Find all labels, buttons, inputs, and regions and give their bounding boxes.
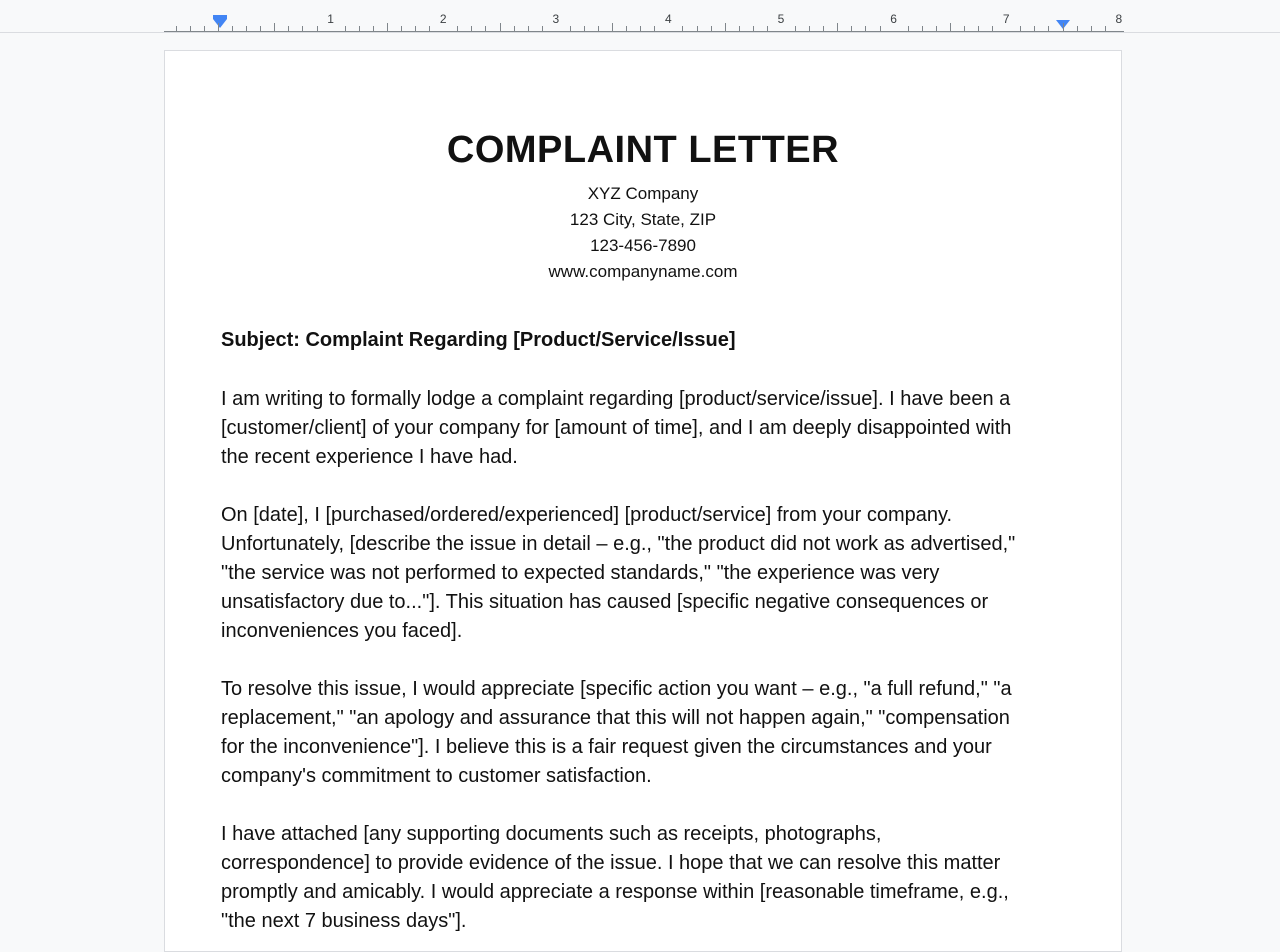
ruler-number: 7: [1002, 12, 1010, 26]
ruler-tick: [711, 26, 712, 31]
ruler-tick: [415, 26, 416, 31]
company-website: www.companyname.com: [548, 262, 738, 281]
ruler-tick: [739, 26, 740, 31]
ruler-tick: [1020, 26, 1021, 31]
paragraph-line: Unfortunately, [describe the issue in detail – e.g., "the product did not work as advertised,": [221, 533, 1016, 555]
document-page[interactable]: [164, 50, 1122, 952]
paragraph-line: company's commitment to customer satisfaction.: [221, 765, 652, 787]
ruler-tick: [612, 23, 613, 31]
ruler-number: 6: [890, 12, 897, 26]
horizontal-ruler[interactable]: [0, 0, 1280, 33]
paragraph-line: "the service was not performed to expected standards," "the experience was very: [221, 562, 940, 584]
ruler-tick: [823, 26, 824, 31]
ruler-tick: [598, 26, 599, 31]
ruler-tick: [542, 26, 543, 31]
company-address: 123 City, State, ZIP: [569, 210, 717, 229]
ruler-tick: [1063, 23, 1064, 31]
ruler-tick: [767, 26, 768, 31]
left-indent-marker[interactable]: [213, 19, 227, 28]
ruler-tick: [204, 26, 205, 31]
ruler-tick: [288, 26, 289, 31]
ruler-tick: [725, 23, 726, 31]
ruler-number: 1: [327, 12, 334, 26]
ruler-tick: [809, 26, 810, 31]
paragraph-line: To resolve this issue, I would appreciate [specific action you want – e.g., "a full refund," "a: [221, 678, 1012, 700]
ruler-tick: [697, 26, 698, 31]
ruler-tick: [1077, 26, 1078, 31]
ruler-tick: [922, 26, 923, 31]
ruler-baseline: [164, 31, 1124, 32]
ruler-tick: [851, 26, 852, 31]
ruler-tick: [992, 26, 993, 31]
ruler-tick: [373, 26, 374, 31]
document-title: COMPLAINT LETTER: [446, 129, 840, 171]
ruler-tick: [950, 23, 951, 31]
ruler-number: 4: [665, 12, 672, 26]
ruler-tick: [528, 26, 529, 31]
ruler-tick: [795, 26, 796, 31]
ruler-tick: [387, 23, 388, 31]
ruler-tick: [654, 26, 655, 31]
company-name: XYZ Company: [587, 184, 699, 203]
paragraph-line: "the next 7 business days"].: [221, 910, 467, 932]
ruler-tick: [908, 26, 909, 31]
paragraph-line: I am writing to formally lodge a complaint regarding [product/service/issue]. I have been a: [221, 388, 1011, 410]
ruler-tick: [190, 26, 191, 31]
ruler-tick: [457, 26, 458, 31]
ruler-tick: [753, 26, 754, 31]
ruler-tick: [1105, 26, 1106, 31]
ruler-tick: [570, 26, 571, 31]
subject-line: Subject: Complaint Regarding [Product/Service/Issue]: [221, 329, 736, 351]
ruler-tick: [936, 26, 937, 31]
ruler-tick: [1034, 26, 1035, 31]
ruler-number: 5: [777, 12, 785, 26]
paragraph-line: I have attached [any supporting documents such as receipts, photographs,: [221, 823, 882, 845]
paragraph-line: inconveniences you faced].: [221, 620, 463, 642]
paragraph-line: correspondence] to provide evidence of the issue. I hope that we can resolve this matter: [221, 852, 1001, 874]
ruler-number: 8: [1115, 12, 1123, 26]
ruler-tick: [964, 26, 965, 31]
ruler-tick: [865, 26, 866, 31]
paragraph-line: for the inconvenience"]. I believe this is a fair request given the circumstances and your: [221, 736, 992, 758]
ruler-tick: [584, 26, 585, 31]
paragraph-line: promptly and amicably. I would appreciate a response within [reasonable timeframe, e.g.,: [221, 881, 1009, 903]
ruler-number: 3: [552, 12, 560, 26]
ruler-tick: [429, 26, 430, 31]
paragraph-line: [customer/client] of your company for [amount of time], and I am deeply disappointed with: [221, 417, 1012, 439]
ruler-tick: [471, 26, 472, 31]
ruler-tick: [978, 26, 979, 31]
ruler-tick: [1091, 26, 1092, 31]
ruler-number: 2: [439, 12, 447, 26]
ruler-tick: [274, 23, 275, 31]
ruler-tick: [302, 26, 303, 31]
ruler-tick: [880, 26, 881, 31]
ruler-tick: [500, 23, 501, 31]
ruler-tick: [626, 26, 627, 31]
ruler-tick: [359, 26, 360, 31]
ruler-tick: [485, 26, 486, 31]
ruler-tick: [246, 26, 247, 31]
ruler-tick: [682, 26, 683, 31]
paragraph-line: On [date], I [purchased/ordered/experienced] [product/service] from your company.: [221, 504, 953, 526]
paragraph-line: unsatisfactory due to..."]. This situation has caused [specific negative consequences or: [221, 591, 989, 613]
company-phone: 123-456-7890: [590, 236, 696, 255]
paragraph-line: replacement," "an apology and assurance that this will not happen again," "compensation: [221, 707, 1010, 729]
ruler-tick: [640, 26, 641, 31]
ruler-tick: [260, 26, 261, 31]
ruler-tick: [232, 26, 233, 31]
ruler-tick: [401, 26, 402, 31]
paragraph-line: the recent experience I have had.: [221, 446, 518, 468]
ruler-tick: [1048, 26, 1049, 31]
ruler-tick: [514, 26, 515, 31]
ruler-tick: [218, 23, 219, 31]
ruler-tick: [345, 26, 346, 31]
ruler-tick: [837, 23, 838, 31]
ruler-tick: [317, 26, 318, 31]
ruler-tick: [176, 26, 177, 31]
